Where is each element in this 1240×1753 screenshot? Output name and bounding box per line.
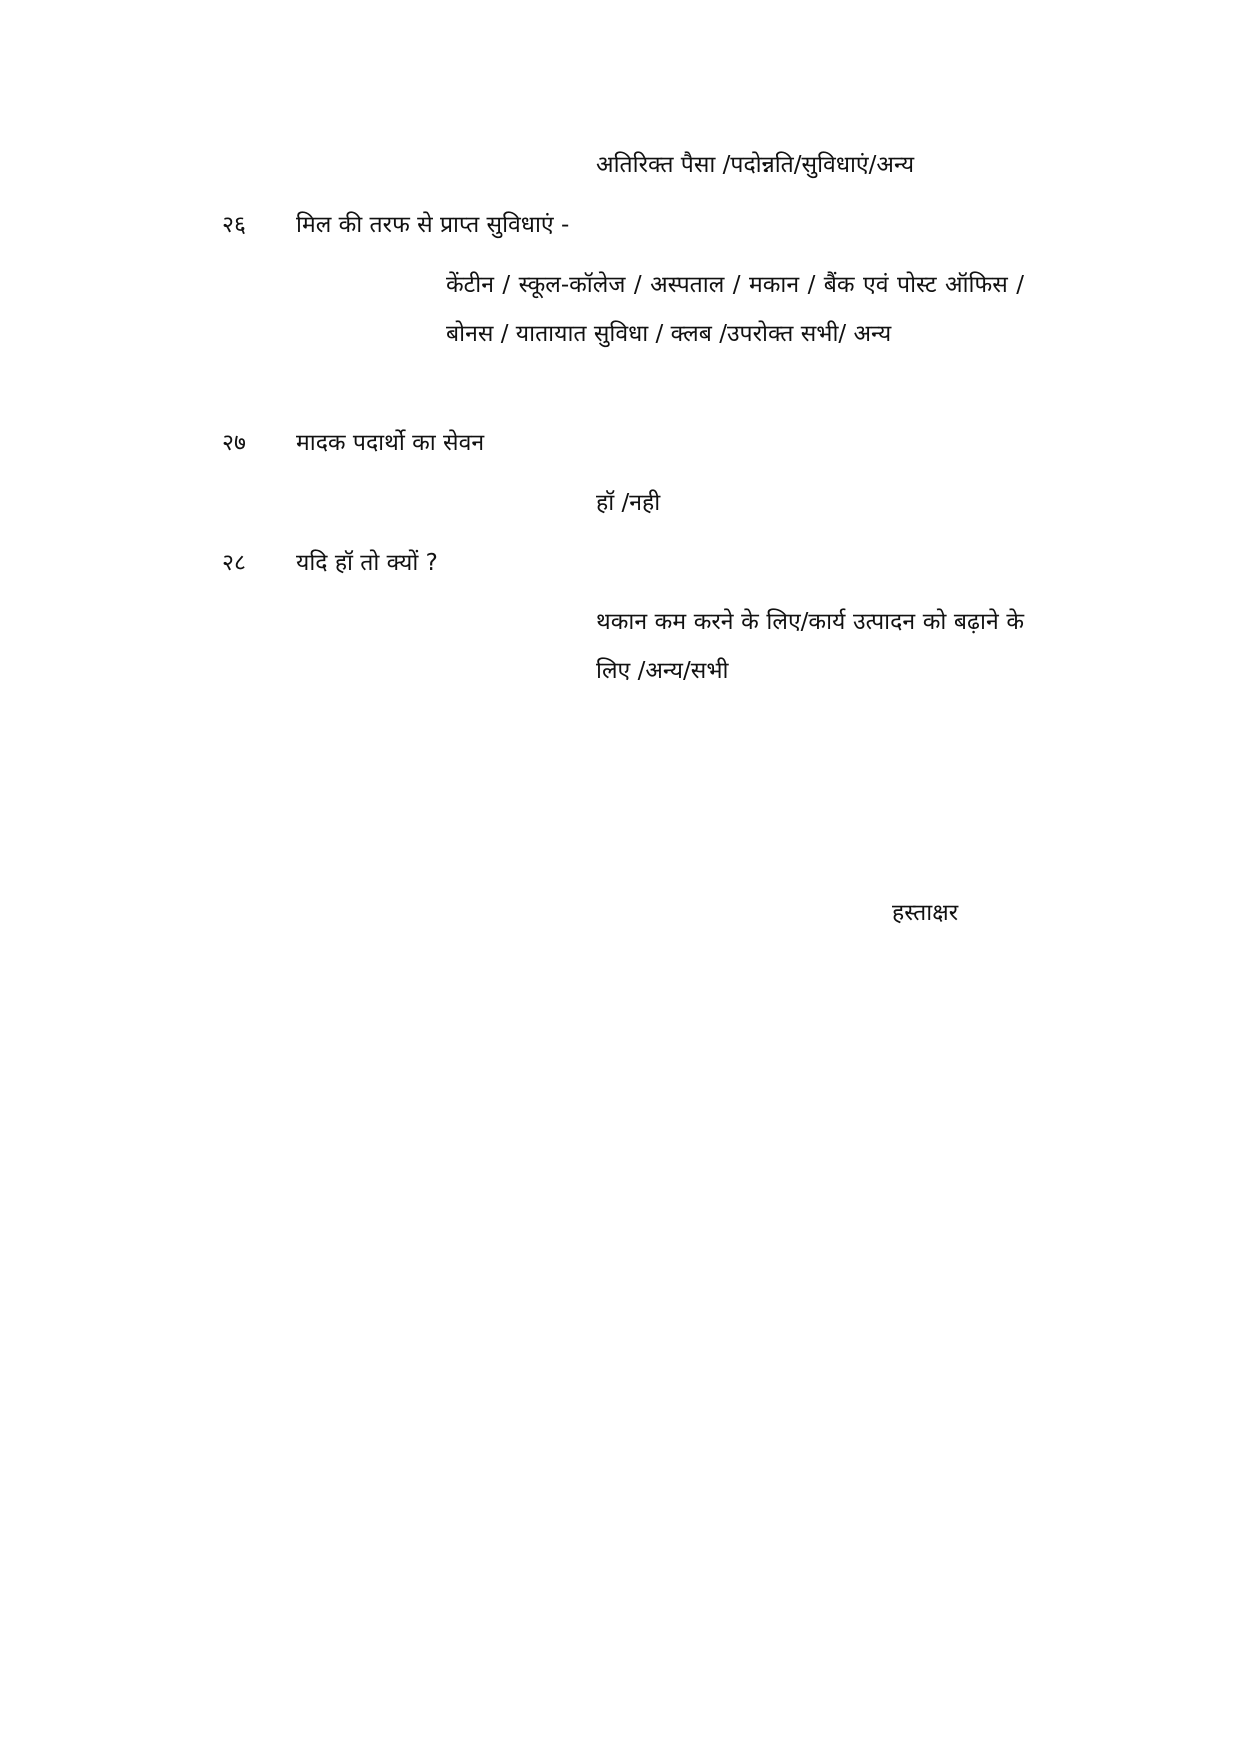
item-26-number: २६ xyxy=(222,212,246,238)
item-26-options: केंटीन / स्कूल-कॉलेज / अस्पताल / मकान / बैंक एवं पोस्ट ऑफिस / बोनस / यातायात सुविधा / क्लब /उपरोक्त सभी/ अन्य xyxy=(446,272,1024,347)
item-27-question: मादक पदार्थो का सेवन xyxy=(296,430,485,456)
item-27-number: २७ xyxy=(222,430,246,456)
signature-label: हस्ताक्षर xyxy=(892,900,959,926)
item-28-number: २८ xyxy=(222,550,246,576)
item-26-question: मिल की तरफ से प्राप्त सुविधाएं - xyxy=(296,212,570,238)
item-28-question: यदि हॉ तो क्यों ? xyxy=(296,550,438,576)
item-25-options-continued: अतिरिक्त पैसा /पदोन्नति/सुविधाएं/अन्य xyxy=(596,152,915,178)
item-27-options: हॉ /नही xyxy=(596,490,661,516)
item-28-options: थकान कम करने के लिए/कार्य उत्पादन को बढ़ाने के लिए /अन्य/सभी xyxy=(596,609,1024,684)
